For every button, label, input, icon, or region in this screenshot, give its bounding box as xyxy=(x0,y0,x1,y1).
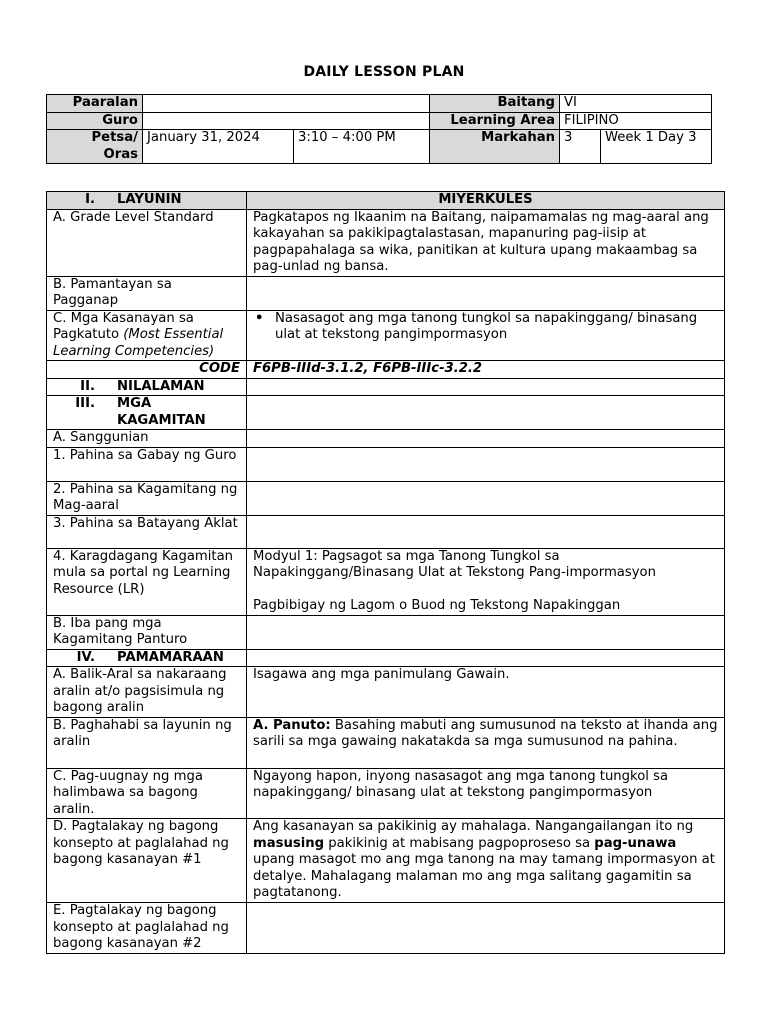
panuto-label: A. Panuto: xyxy=(253,717,331,733)
section-layunin xyxy=(47,192,247,210)
day-heading: MIYERKULES xyxy=(247,192,725,210)
baitang-label: Baitang xyxy=(430,95,560,113)
section-title: LAYUNIN xyxy=(117,192,182,207)
grade-level-standard-label: A. Grade Level Standard xyxy=(47,209,247,276)
iba-pang-kagamitan-label: B. Iba pang mga Kagamitang Panturo xyxy=(47,615,247,649)
section-title-line-1: MGA xyxy=(117,396,152,411)
date-value: January 31, 2024 xyxy=(143,130,294,164)
balik-aral-label: A. Balik-Aral sa nakaraang aralin at/o pagsisimula ng bagong aralin xyxy=(47,667,247,718)
section-kagamitan xyxy=(47,396,247,430)
section-pamamaraan xyxy=(47,649,247,667)
gabay-guro-label: 1. Pahina sa Gabay ng Guro xyxy=(47,447,247,481)
sanggunian-value xyxy=(247,430,725,448)
oras-label: Oras xyxy=(103,146,138,162)
kagamitang-mag-aaral-value xyxy=(247,481,725,515)
week-value: Week 1 Day 3 xyxy=(601,130,712,164)
code-label: CODE xyxy=(47,361,247,379)
section-title-line-2: KAGAMITAN xyxy=(117,412,206,428)
karagdagang-kagamitan-value xyxy=(247,548,725,615)
section-title xyxy=(117,396,206,429)
pag-uugnay-value: Ngayong hapon, inyong nasasagot ang mga tanong tungkol sa napakinggang/ binasang ulat at tekstong pangimpormasyon xyxy=(247,768,725,819)
section-number: III. xyxy=(75,396,95,411)
section-nilalaman xyxy=(47,378,247,396)
header-table xyxy=(46,94,712,164)
pagtalakay-1-value xyxy=(247,819,725,903)
kagamitan-value xyxy=(247,396,725,430)
karagdagang-kagamitan-label: 4. Karagdagang Kagamitan mula sa portal ng Learning Resource (LR) xyxy=(47,548,247,615)
petsa-oras-label xyxy=(47,130,143,164)
pagtalakay-1-label: D. Pagtalakay ng bagong konsepto at paglalahad ng bagong kasanayan #1 xyxy=(47,819,247,903)
batayang-aklat-label: 3. Pahina sa Batayang Aklat xyxy=(47,515,247,548)
code-value: F6PB-IIId-3.1.2, F6PB-IIIc-3.2.2 xyxy=(247,361,725,379)
section-number: IV. xyxy=(76,649,95,665)
pagtalakay-1-text-2: pakikinig at mabisang pagpoproseso sa xyxy=(324,835,595,851)
time-value: 3:10 – 4:00 PM xyxy=(294,130,430,164)
batayang-aklat-value xyxy=(247,515,725,548)
iba-pang-kagamitan-value xyxy=(247,615,725,649)
grade-level-standard-value: Pagkatapos ng Ikaanim na Baitang, naipamamalas ng mag-aaral ang kakayahan sa pakikipagtalastasan, mapanuring pag-iisip at pagpapahalaga sa wika, panitikan at kultura upang makaambag sa pag-unlad ng bansa. xyxy=(247,209,725,276)
pagtalakay-1-text-3: upang masagot mo ang mga tanong na may tamang impormasyon at detalye. Mahalagang malaman mo ang mga salitang gagamitin sa pagtatanong. xyxy=(253,852,715,900)
paaralan-label: Paaralan xyxy=(47,95,143,113)
paaralan-value xyxy=(143,95,430,113)
section-number: II. xyxy=(80,378,95,394)
pagtalakay-2-value xyxy=(247,903,725,954)
panuto-text: Basahing mabuti ang sumusunod na teksto at ihanda ang sarili sa mga gawaing nakatakda sa mga sumusunod na pahina. xyxy=(253,717,718,749)
nilalaman-value xyxy=(247,378,725,396)
modyul-title: Modyul 1: Pagsagot sa mga Tanong Tungkol sa Napakinggang/Binasang Ulat at Tekstong Pang-impormasyon xyxy=(253,548,656,580)
kasanayan-label-italic: (Most Essential Learning Competencies) xyxy=(53,327,224,359)
pagtalakay-1-text-1: Ang kasanayan sa pakikinig ay mahalaga. Nangangailangan ito ng xyxy=(253,819,694,834)
pamantayan-value xyxy=(247,276,725,310)
markahan-value: 3 xyxy=(560,130,601,164)
markahan-label: Markahan xyxy=(430,130,560,164)
paghahabi-label: B. Paghahabi sa layunin ng aralin xyxy=(47,717,247,768)
pag-uugnay-label: C. Pag-uugnay ng mga halimbawa sa bagong aralin. xyxy=(47,768,247,819)
section-title: NILALAMAN xyxy=(117,378,205,394)
guro-value xyxy=(143,112,430,130)
lagom-title: Pagbibigay ng Lagom o Buod ng Tekstong Napakinggan xyxy=(253,598,621,613)
section-number: I. xyxy=(85,192,95,207)
pamantayan-label: B. Pamantayan sa Pagganap xyxy=(47,276,247,310)
kasanayan-bullet-item: • Nasasagot ang mga tanong tungkol sa napakinggang/ binasang ulat at tekstong pangimpormasyon xyxy=(275,311,718,344)
pamamaraan-value xyxy=(247,649,725,667)
baitang-value: VI xyxy=(560,95,712,113)
document-title: DAILY LESSON PLAN xyxy=(303,64,465,80)
learning-area-value: FILIPINO xyxy=(560,112,712,130)
pagtalakay-1-bold-1: masusing xyxy=(253,835,325,851)
pagtalakay-1-bold-2: pag-unawa xyxy=(594,835,677,851)
paghahabi-value xyxy=(247,717,725,768)
section-title: PAMAMARAAN xyxy=(117,649,224,665)
balik-aral-value: Isagawa ang mga panimulang Gawain. xyxy=(247,667,725,718)
kagamitang-mag-aaral-label: 2. Pahina sa Kagamitang ng Mag-aaral xyxy=(47,481,247,515)
sanggunian-label: A. Sanggunian xyxy=(47,430,247,448)
kasanayan-label-main: C. Mga Kasanayan sa Pagkatuto xyxy=(53,310,194,342)
pagtalakay-2-label: E. Pagtalakay ng bagong konsepto at paglalahad ng bagong kasanayan #2 xyxy=(47,903,247,954)
learning-area-label: Learning Area xyxy=(430,112,560,130)
guro-label: Guro xyxy=(47,112,143,130)
kasanayan-value xyxy=(247,310,725,361)
kasanayan-label xyxy=(47,310,247,361)
lesson-plan-table xyxy=(46,191,725,954)
gabay-guro-value xyxy=(247,447,725,481)
petsa-label: Petsa/ xyxy=(91,130,138,145)
